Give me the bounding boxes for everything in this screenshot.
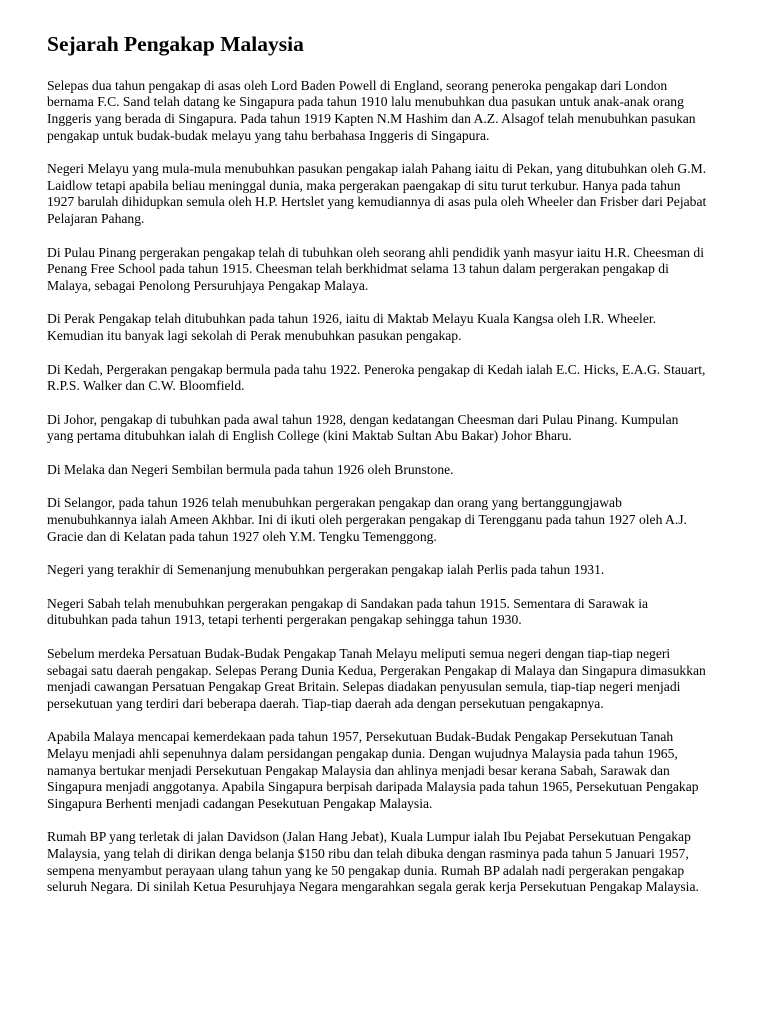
paragraph-johor: Di Johor, pengakap di tubuhkan pada awal tahun 1928, dengan kedatangan Cheesman dari Pulau Pinang. Kumpulan yang pertama ditubuhkan ialah di English College (kini Maktab Sultan Abu Bakar) Johor Bharu. bbox=[47, 411, 679, 444]
paragraph-sebelum-merdeka: Sebelum merdeka Persatuan Budak-Budak Pengakap Tanah Melayu meliputi semua negeri dengan tiap-tiap negeri sebagai satu daerah pengakap. Selepas Perang Dunia Kedua, Pergerakan Pengakap di Malaya dan Singapura dimasukkan menjadi cawangan Persatuan Pengakap Great Britain. Selepas diadakan penyusulan semula, tiap-tiap negeri menjadi persekutuan yang terdiri dari beberapa daerah. Tiap-tiap daerah ada dengan persekutuan pengakapnya. bbox=[47, 646, 706, 711]
paragraph-melaka-negeri-sembilan: Di Melaka dan Negeri Sembilan bermula pada tahun 1926 oleh Brunstone. bbox=[47, 461, 454, 477]
paragraph-pulau-pinang: Di Pulau Pinang pergerakan pengakap telah di tubuhkan oleh seorang ahli pendidik yanh masyur iaitu H.R. Cheesman di Penang Free School pada tahun 1915. Cheesman telah berkhidmat selama 13 tahun dalam pergerakan pengakap di Malaya, sebagai Penolong Persuruhjaya Pengakap Malaya. bbox=[47, 244, 705, 293]
paragraph-rumah-bp: Rumah BP yang terletak di jalan Davidson (Jalan Hang Jebat), Kuala Lumpur ialah Ibu Pejabat Persekutuan Pengakap Malaysia, yang telah di dirikan denga belanja $150 ribu dan telah dibuka dengan rasminya pada tahun 5 Januari 1957, sempena menyambut perayaan ulang tahun yang ke 50 pengakap dunia. Rumah BP adalah nadi pergerakan pengakap seluruh Negara. Di sinilah Ketua Pesuruhjaya Negara mengarahkan segala gerak kerja Persekutuan Pengakap Malaysia. bbox=[47, 829, 699, 895]
document-body bbox=[47, 78, 707, 896]
paragraph-perak: Di Perak Pengakap telah ditubuhkan pada tahun 1926, iaitu di Maktab Melayu Kuala Kangsa oleh I.R. Wheeler. Kemudian itu banyak lagi sekolah di Perak menubuhkan pasukan pengakap. bbox=[47, 311, 657, 343]
paragraph-selangor: Di Selangor, pada tahun 1926 telah menubuhkan pergerakan pengakap dan orang yang bertanggungjawab menubuhkannya ialah Ameen Akhbar. Ini di ikuti oleh pergerakan pengakap di Terengganu pada tahun 1927 oleh A.J. Gracie dan di Kelatan pada tahun 1927 oleh Y.M. Tengku Temenggong. bbox=[47, 495, 687, 544]
paragraph-sabah-sarawak: Negeri Sabah telah menubuhkan pergerakan pengakap di Sandakan pada tahun 1915. Sementara di Sarawak ia ditubuhkan pada tahun 1913, tetapi terhenti pergerakan pengakap sehingga tahun 1930. bbox=[47, 595, 649, 628]
document-title: Sejarah Pengakap Malaysia bbox=[47, 32, 304, 56]
paragraph-kemerdekaan: Apabila Malaya mencapai kemerdekaan pada tahun 1957, Persekutuan Budak-Budak Pengakap Persekutuan Tanah Melayu menjadi ahli sepenuhnya dalam persidangan pengakap dunia. Dengan wujudnya Malaysia pada tahun 1965, namanya bertukar menjadi Persekutuan Pengakap Malaysia dan ahlinya menjadi besar kerana Sabah, Sarawak dan Singapura menjadi anggotanya. Apabila Singapura berpisah daripada Malaysia pada tahun 1965, Persekutuan Pengakap Singapura Berhenti menjadi cadangan Pesekutuan Pengakap Malaysia. bbox=[47, 729, 699, 811]
paragraph-perlis: Negeri yang terakhir di Semenanjung menubuhkan pergerakan pengakap ialah Perlis pada tahun 1931. bbox=[47, 562, 605, 578]
paragraph-pahang: Negeri Melayu yang mula-mula menubuhkan pasukan pengakap ialah Pahang iaitu di Pekan, yang ditubuhkan oleh G.M. Laidlow tetapi apabila beliau meninggal dunia, maka pergerakan paengakap di situ turut terkubur. Hanya pada tahun 1927 barulah dihidupkan semula oleh H.P. Hertslet yang kemudiannya di asas pula oleh Wheeler dan Frisber dari Pejabat Pelajaran Pahang. bbox=[47, 161, 707, 226]
paragraph-kedah: Di Kedah, Pergerakan pengakap bermula pada tahu 1922. Peneroka pengakap di Kedah ialah E.C. Hicks, E.A.G. Stauart, R.P.S. Walker dan C.W. Bloomfield. bbox=[47, 361, 706, 394]
paragraph-singapura: Selepas dua tahun pengakap di asas oleh Lord Baden Powell di England, seorang peneroka pengakap dari London bernama F.C. Sand telah datang ke Singapura pada tahun 1910 lalu menubuhkan dua pasukan untuk anak-anak orang Inggeris yang berada di Singapura. Pada tahun 1919 Kapten N.M Hashim dan A.Z. Alsagof telah menubuhkan pasukan pengakap untuk budak-budak melayu yang tahu berbahasa Inggeris di Singapura. bbox=[47, 77, 696, 143]
document-page bbox=[47, 32, 707, 913]
